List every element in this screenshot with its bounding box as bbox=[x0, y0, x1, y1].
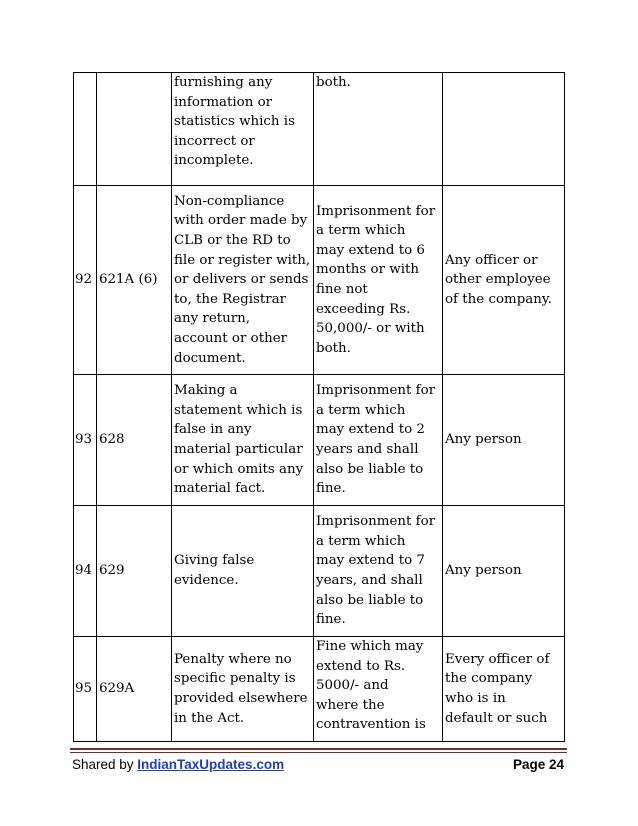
footer-divider bbox=[70, 748, 567, 750]
punishment-cell: Fine which may extend to Rs. 5000/- and where the contravention is bbox=[314, 637, 443, 742]
offence-cell: Making a statement which is false in any material particular or which omits any material fact. bbox=[172, 375, 314, 506]
punishment-cell: Imprisonment for a term which may extend to 6 months or with fine not exceeding Rs. 50,000/- or with both. bbox=[314, 186, 443, 375]
row-number: 93 bbox=[74, 375, 97, 506]
table-row bbox=[74, 186, 565, 375]
liable-cell: Any officer or other employee of the company. bbox=[443, 186, 565, 375]
penalty-table bbox=[73, 72, 565, 742]
table-row bbox=[74, 506, 565, 637]
section-cell: 629 bbox=[97, 506, 172, 637]
liable-cell: Every officer of the company who is in default or such bbox=[443, 637, 565, 742]
section-cell: 621A (6) bbox=[97, 186, 172, 375]
table-row bbox=[74, 73, 565, 186]
footer-shared-by: Shared by bbox=[72, 757, 138, 772]
liable-cell: Any person bbox=[443, 375, 565, 506]
row-number: 95 bbox=[74, 637, 97, 742]
site-link[interactable]: IndianTaxUpdates.com bbox=[137, 757, 285, 772]
footer-credit bbox=[72, 757, 284, 772]
table-row bbox=[74, 375, 565, 506]
section-cell: 628 bbox=[97, 375, 172, 506]
punishment-cell: both. bbox=[314, 73, 443, 186]
row-number: 94 bbox=[74, 506, 97, 637]
offence-cell: Giving false evidence. bbox=[172, 506, 314, 637]
section-cell: 629A bbox=[97, 637, 172, 742]
row-number bbox=[74, 73, 97, 186]
punishment-cell: Imprisonment for a term which may extend to 7 years, and shall also be liable to fine. bbox=[314, 506, 443, 637]
footer-divider-thin bbox=[70, 752, 567, 753]
offence-cell: Penalty where no specific penalty is provided elsewhere in the Act. bbox=[172, 637, 314, 742]
section-cell bbox=[97, 73, 172, 186]
punishment-cell: Imprisonment for a term which may extend to 2 years and shall also be liable to fine. bbox=[314, 375, 443, 506]
table-row bbox=[74, 637, 565, 742]
liable-cell: Any person bbox=[443, 506, 565, 637]
offence-cell: Non-compliance with order made by CLB or the RD to file or register with, or delivers or sends to, the Registrar any return, account or other document. bbox=[172, 186, 314, 375]
offence-cell: furnishing any information or statistics which is incorrect or incomplete. bbox=[172, 73, 314, 186]
page-number: Page 24 bbox=[512, 757, 564, 772]
row-number: 92 bbox=[74, 186, 97, 375]
liable-cell bbox=[443, 73, 565, 186]
